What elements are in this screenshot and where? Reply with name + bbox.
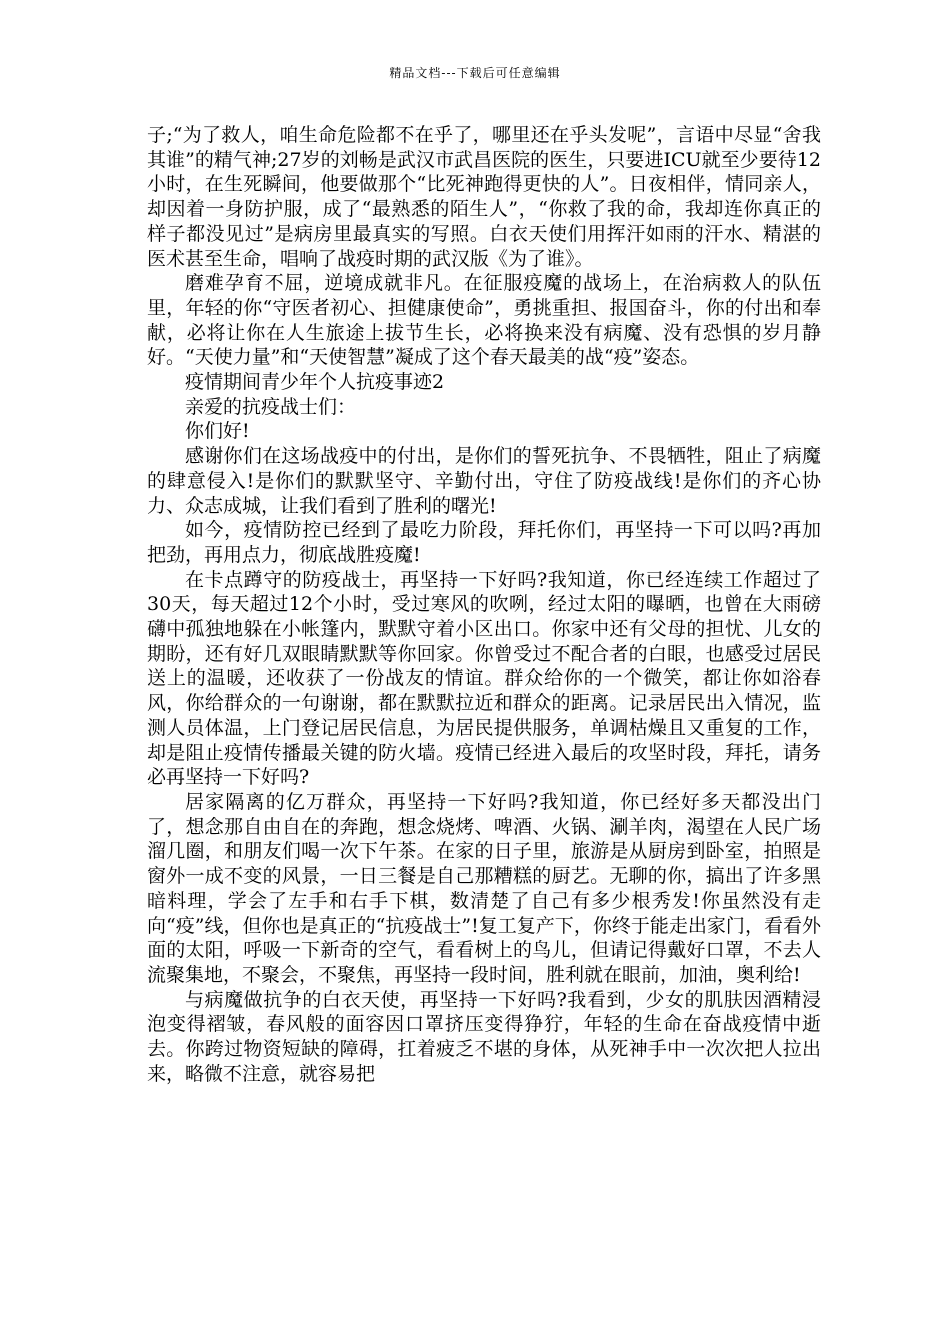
paragraph: 居家隔离的亿万群众，再坚持一下好吗?我知道，你已经好多天都没出门了，想念那自由自在的奔跑，想念烧烤、啤酒、火锅、涮羊肉，渴望在人民广场溜几圈，和朋友们喝一次下午茶。在家的日子里，旅游是从厨房到卧室，拍照是窗外一成不变的风景，一日三餐是自己那糟糕的厨艺。无聊的你，搞出了许多黑暗料理，学会了左手和右手下棋，数清楚了自己有多少根秀发!你虽然没有走向“疫”线，但你也是真正的“抗疫战士”!复工复产下，你终于能走出家门，看看外面的太阳，呼吸一下新奇的空气，看看树上的鸟儿，但请记得戴好口罩，不去人流聚集地，不聚会，不聚焦，再坚持一段时间，胜利就在眼前，加油，奥利给! (147, 790, 821, 986)
paragraph: 子;“为了救人，咱生命危险都不在乎了，哪里还在乎头发呢”，言语中尽显“舍我其谁”的精气神;27岁的刘畅是武汉市武昌医院的医生，只要进ICU就至少要待12小时，在生死瞬间，他要做那个“比死神跑得更快的人”。日夜相伴，情同亲人，却因着一身防护服，成了“最熟悉的陌生人”，“你救了我的命，我却连你真正的样子都没见过”是病房里最真实的写照。白衣天使们用挥汗如雨的汗水、精湛的医术甚至生命，唱响了战疫时期的武汉版《为了谁》。 (147, 124, 821, 270)
salutation: 亲爱的抗疫战士们： (185, 395, 357, 418)
greeting: 你们好! (185, 420, 250, 443)
paragraph: 与病魔做抗争的白衣天使，再坚持一下好吗?我看到，少女的肌肤因酒精浸泡变得褶皱，春风般的面容因口罩挤压变得狰狞，年轻的生命在奋战疫情中逝去。你跨过物资短缺的障碍，扛着疲乏不堪的身体，从死神手中一次次把人拉出来，略微不注意，就容易把 (147, 988, 821, 1085)
paragraph: 在卡点蹲守的防疫战士，再坚持一下好吗?我知道，你已经连续工作超过了30天，每天超过12个小时，受过寒风的吹咧，经过太阳的曝晒，也曾在大雨磅礴中孤独地躲在小帐篷内，默默守着小区出口。你家中还有父母的担忧、儿女的期盼，还有好几双眼睛默默等你回家。你曾受过不配合者的白眼，也感受过居民送上的温暖，还收获了一份战友的情谊。群众给你的一个微笑，都让你如浴春风，你给群众的一句谢谢，都在默默拉近和群众的距离。记录居民出入情况，监测人员体温，上门登记居民信息，为居民提供服务，单调枯燥且又重复的工作，却是阻止疫情传播最关键的防火墙。疫情已经进入最后的攻坚时段，拜托，请务必再坚持一下好吗? (147, 568, 821, 789)
section-title: 疫情期间青少年个人抗疫事迹2 (185, 371, 445, 394)
paragraph: 磨难孕育不屈，逆境成就非凡。在征服疫魔的战场上，在治病救人的队伍里，年轻的你“守医者初心、担健康使命”，勇挑重担、报国奋斗，你的付出和奉献，必将让你在人生旅途上拔节生长，必将换来没有病魔、没有恐惧的岁月静好。“天使力量”和“天使智慧”凝成了这个春天最美的战“疫”姿态。 (147, 272, 821, 369)
paragraph: 如今，疫情防控已经到了最吃力阶段，拜托你们，再坚持一下可以吗?再加把劲，再用点力，彻底战胜疫魔! (147, 519, 821, 566)
page-header: 精品文档---下载后可任意编辑 (389, 66, 561, 80)
paragraph: 感谢你们在这场战疫中的付出，是你们的誓死抗争、不畏牺牲，阻止了病魔的肆意侵入!是你们的默默坚守、辛勤付出，守住了防疫战线!是你们的齐心协力、众志成城，让我们看到了胜利的曙光! (147, 445, 821, 517)
document-body (147, 123, 821, 1086)
